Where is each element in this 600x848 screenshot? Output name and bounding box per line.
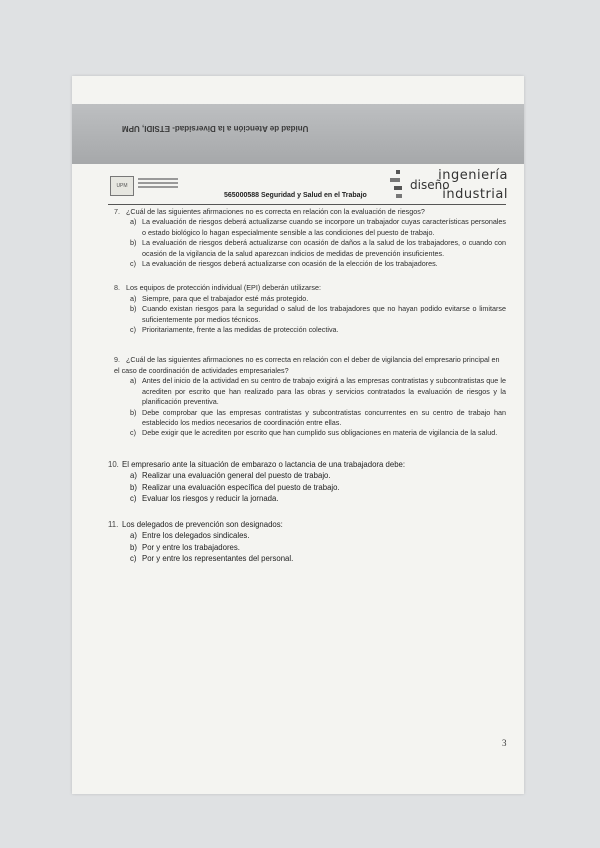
logo-mark-icon bbox=[390, 170, 406, 198]
course-title: 565000588 Seguridad y Salud en el Trabajo bbox=[224, 192, 367, 199]
question-text: ¿Cuál de las siguientes afirmaciones no es correcta en relación con el deber de vigilancia del empresario principal en el caso de coordinación de actividades empresariales? bbox=[114, 355, 500, 375]
institution-text-lines bbox=[138, 178, 178, 188]
university-crest-icon: UPM bbox=[110, 176, 134, 196]
question-8 bbox=[108, 283, 506, 335]
question-text: Los delegados de prevención son designados: bbox=[122, 519, 283, 529]
question-11 bbox=[108, 519, 506, 565]
page-number: 3 bbox=[502, 738, 507, 748]
question-number: 11. bbox=[108, 519, 119, 529]
question-7 bbox=[108, 207, 506, 269]
question-text: El empresario ante la situación de embarazo o lactancia de una trabajadora debe: bbox=[122, 459, 406, 469]
question-9 bbox=[108, 355, 506, 438]
page-header bbox=[108, 168, 508, 204]
question-number: 7. bbox=[114, 207, 120, 216]
school-logo bbox=[388, 168, 508, 202]
option-b: b) Realizar una evaluación específica del puesto de trabajo. bbox=[130, 482, 340, 492]
header-rule bbox=[108, 204, 506, 205]
logo-word-1: ingeniería bbox=[438, 168, 508, 183]
question-number: 8. bbox=[114, 283, 120, 293]
questions-list bbox=[108, 207, 506, 565]
option-c: c) La evaluación de riesgos deberá actualizarse con ocasión de la elección de los trabajadores. bbox=[130, 259, 438, 269]
option-a: a) Entre los delegados sindicales. bbox=[130, 531, 250, 541]
option-b: b) Cuando existan riesgos para la seguridad o salud de los trabajadores que no hayan podido evitarse o limitarse suficientemente por medios técnicos. bbox=[130, 304, 506, 324]
question-number: 10. bbox=[108, 459, 119, 469]
question-text: Los equipos de protección individual (EPI) deberán utilizarse: bbox=[126, 283, 321, 293]
option-b: b) Por y entre los trabajadores. bbox=[130, 542, 240, 552]
logo-word-3: industrial bbox=[442, 187, 508, 202]
question-10 bbox=[108, 459, 506, 505]
option-c: c) Evaluar los riesgos y reducir la jornada. bbox=[130, 494, 279, 504]
option-c: c) Debe exigir que le acrediten por escrito que han cumplido sus obligaciones en materia de vigilancia de la salud. bbox=[130, 428, 498, 438]
question-number: 9. bbox=[114, 355, 120, 365]
option-a: a) La evaluación de riesgos deberá actualizarse cuando se incorpore un trabajador cuyas características personales o estado biológico lo hagan especialmente sensible a las condiciones del puesto de trabajo. bbox=[130, 217, 506, 237]
header-band bbox=[72, 104, 524, 164]
option-b: b) La evaluación de riesgos deberá actualizarse con ocasión de daños a la salud de los trabajadores, o cuando con ocasión de la vigilancia de la salud aparezcan indicios de medidas de prevención insuficientes. bbox=[130, 238, 506, 258]
band-text: Unidad de Atención a la Diversidad- ETSIDI, UPM bbox=[122, 124, 309, 133]
document-page bbox=[72, 76, 524, 794]
logo-word-2: diseño bbox=[410, 178, 450, 192]
option-c: c) Prioritariamente, frente a las medidas de protección colectiva. bbox=[130, 325, 339, 335]
option-a: a) Siempre, para que el trabajador esté más protegido. bbox=[130, 293, 309, 303]
option-b: b) Debe comprobar que las empresas contratistas y subcontratistas concurrentes en su centro de trabajo han establecido los medios necesarios de coordinación entre ellas. bbox=[130, 407, 506, 427]
option-a: a) Antes del inicio de la actividad en su centro de trabajo exigirá a las empresas contratistas y subcontratistas que le acrediten por escrito que han realizado para las obras y servicios contratados la evaluación de riesgos y la planificación preventiva. bbox=[130, 376, 506, 407]
option-a: a) Realizar una evaluación general del puesto de trabajo. bbox=[130, 471, 331, 481]
question-text: ¿Cuál de las siguientes afirmaciones no es correcta en relación con la evaluación de riesgos? bbox=[126, 207, 425, 216]
option-c: c) Por y entre los representantes del personal. bbox=[130, 554, 294, 564]
